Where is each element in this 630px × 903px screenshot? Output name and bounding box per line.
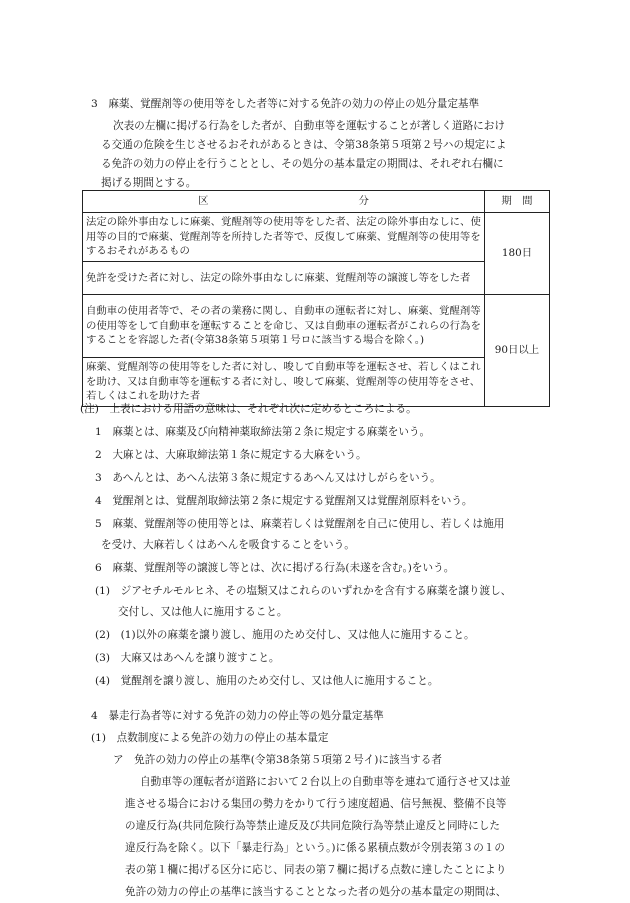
section4-body-line-6: 免許の効力の停止の基準に該当することとなった者の処分の基本量定の期間は、 bbox=[125, 886, 507, 898]
table-cell-description: 法定の除外事由なしに麻薬、覚醒剤等の使用等をした者、法定の除外事由なしに、使用等の目的で麻薬、覚醒剤等を所持した者等で、反復して麻薬、覚醒剤等の使用等をするおそれがあるもの bbox=[83, 213, 485, 262]
note-item: 4 覚醒剤とは、覚醒剤取締法第２条に規定する覚醒剤又は覚醒剤原料をいう。 bbox=[95, 495, 473, 507]
section4-body-line-4: 違反行為を除く。以下「暴走行為」という。)に係る累積点数が令別表第３の１の bbox=[125, 842, 505, 854]
table-cell-period: 90日以上 bbox=[485, 295, 550, 407]
section4-body-line-1: 自動車等の運転者が道路において２台以上の自動車等を連ねて通行させ又は並 bbox=[140, 776, 511, 788]
header-bun: 分 bbox=[358, 195, 369, 208]
table-cell-description: 麻薬、覚醒剤等の使用等をした者に対し、唆して自動車等を運転させ、若しくはこれを助け、又は自動車等を運転する者に対し、唆して麻薬、覚醒剤等の使用等をさせ、若しくはこれを助けた者 bbox=[83, 358, 485, 407]
section4-body-line-3: の違反行為(共同危険行為等禁止違反及び共同危険行為等禁止違反と同時にした bbox=[125, 820, 500, 832]
section4-body-line-2: 進させる場合における集団の勢力をかりて行う速度超過、信号無視、整備不良等 bbox=[125, 798, 507, 810]
section3-intro-line-3: る免許の効力の停止を行うこととし、その処分の基本量定の期間は、それぞれ右欄に bbox=[101, 158, 504, 170]
suspension-period-table bbox=[82, 190, 550, 407]
section4-body-line-5: 表の第１欄に掲げる区分に応じ、同表の第７欄に掲げる点数に達したことにより bbox=[125, 864, 507, 876]
section3-intro-line-1: 次表の左欄に掲げる行為をした者が、自動車等を運転することが著しく道路におけ bbox=[113, 120, 505, 132]
notes-intro: (注) 上表における用語の意味は、それぞれ次に定めるところによる。 bbox=[80, 403, 417, 415]
table-cell-description: 自動車の使用者等で、その者の業務に関し、自動車の運転者に対し、麻薬、覚醒剤等の使用等をして自動車を運転することを命じ、又は自動車の運転者がこれらの行為をすることを容認した者(令第38条第５項第１号ロに該当する場合を除く。) bbox=[83, 295, 485, 358]
note-item-continued: を受け、大麻若しくはあへんを吸食することをいう。 bbox=[101, 539, 355, 551]
note-item: 5 麻薬、覚醒剤等の使用等とは、麻薬若しくは覚醒剤を自己に使用し、若しくは施用 bbox=[95, 518, 505, 530]
note-item: 2 大麻とは、大麻取締法第１条に規定する大麻をいう。 bbox=[95, 449, 367, 461]
note-subitem: (2) (1)以外の麻薬を譲り渡し、施用のため交付し、又は他人に施用すること。 bbox=[95, 629, 475, 641]
table-row bbox=[83, 295, 550, 358]
note-subitem-continued: 交付し、又は他人に施用すること。 bbox=[118, 606, 288, 618]
note-item: 6 麻薬、覚醒剤等の譲渡し等とは、次に掲げる行為(未遂を含む。)をいう。 bbox=[95, 562, 455, 574]
section4-subheading-a: ア 免許の効力の停止の基準(令第38条第５項第２号イ)に該当する者 bbox=[113, 754, 442, 766]
note-subitem: (3) 大麻又はあへんを譲り渡すこと。 bbox=[95, 652, 280, 664]
note-subitem: (4) 覚醒剤を譲り渡し、施用のため交付し、又は他人に施用すること。 bbox=[95, 675, 439, 687]
table-header-period: 期 間 bbox=[485, 191, 550, 213]
table-header-row bbox=[83, 191, 550, 213]
table-cell-description: 免許を受けた者に対し、法定の除外事由なしに麻薬、覚醒剤等の譲渡し等をした者 bbox=[83, 262, 485, 295]
section3-intro-line-2: る交通の危険を生じさせるおそれがあるときは、令第38条第５項第２号ハの規定によ bbox=[101, 139, 507, 151]
table-row bbox=[83, 213, 550, 262]
table-row bbox=[83, 262, 550, 295]
note-subitem: (1) ジアセチルモルヒネ、その塩類又はこれらのいずれかを含有する麻薬を譲り渡し、 bbox=[95, 585, 512, 597]
header-ku: 区 bbox=[198, 195, 209, 208]
section4-subheading-1: (1) 点数制度による免許の効力の停止の基本量定 bbox=[91, 732, 329, 744]
section3-intro-line-4: 掲げる期間とする。 bbox=[101, 177, 197, 189]
section4-heading: 4 暴走行為者等に対する免許の効力の停止等の処分量定基準 bbox=[91, 710, 384, 722]
section3-heading: 3 麻薬、覚醒剤等の使用等をした者等に対する免許の効力の停止の処分量定基準 bbox=[91, 98, 480, 110]
note-item: 1 麻薬とは、麻薬及び向精神薬取締法第２条に規定する麻薬をいう。 bbox=[95, 426, 431, 438]
table-cell-period: 180日 bbox=[485, 213, 550, 295]
table-header-category bbox=[83, 191, 485, 213]
note-item: 3 あへんとは、あへん法第３条に規定するあへん又はけしがらをいう。 bbox=[95, 472, 441, 484]
